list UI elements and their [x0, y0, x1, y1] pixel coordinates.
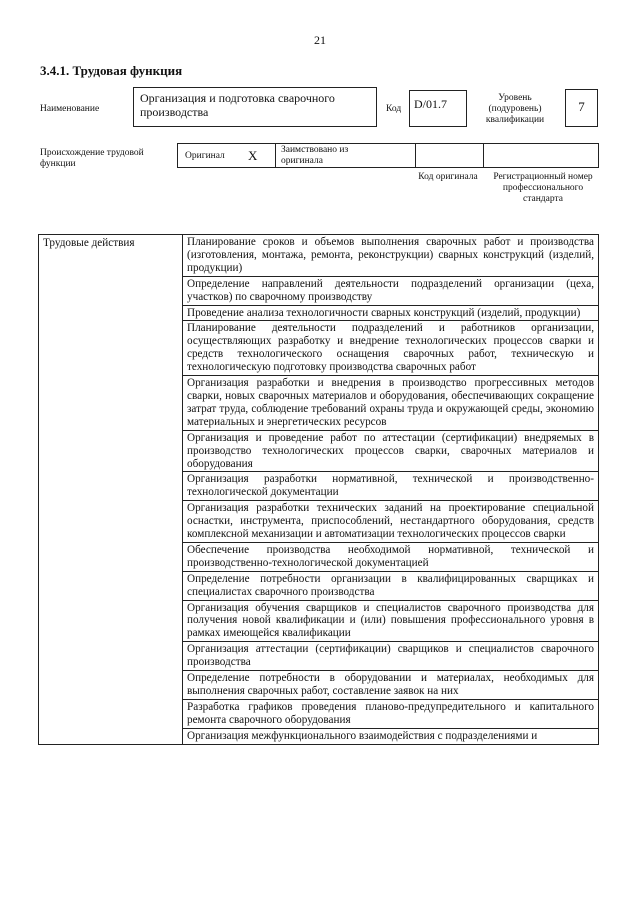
labor-action-item: Планирование сроков и объемов выполнения сварочных работ и производства (изготовления, монтажа, ремонта, реконструкции) сварных конструкций (изделий, продукции)	[183, 235, 599, 277]
function-code-value: D/01.7	[414, 97, 447, 111]
page-number: 21	[314, 33, 326, 47]
labor-action-item: Планирование деятельности подразделений и работников организации, осуществляющих разработку и внедрение технологических процессов сварки и средств технологического оснащения сварочных работ, техническую и технологическую подготовку производства сварочных работ	[183, 321, 599, 376]
labor-action-item: Проведение анализа технологичности сварных конструкций (изделий, продукции)	[183, 305, 599, 321]
labor-actions-table	[38, 234, 599, 745]
labor-action-item: Организация аттестации (сертификации) сварщиков и специалистов сварочного производства	[183, 642, 599, 671]
labor-action-item: Разработка графиков проведения планово-предупредительного и капитального ремонта сварочного оборудования	[183, 699, 599, 728]
labor-action-item: Организация межфункционального взаимодействия с подразделениями и	[183, 728, 599, 744]
labor-action-item: Организация разработки технических заданий на проектирование специальной оснастки, инструмента, приспособлений, нестандартного оборудования, средств комплексной механизации и автоматизации технологических процессов сварки	[183, 501, 599, 543]
origin-borrowed-label: Заимствовано из оригинала	[281, 145, 349, 166]
name-label: Наименование	[40, 104, 100, 114]
labor-action-item: Определение потребности в оборудовании и материалах, необходимых для выполнения сварочных работ, составление заявок на них	[183, 671, 599, 700]
action-row	[39, 235, 599, 277]
qualification-level-label: Уровень (подуровень) квалификации	[485, 93, 545, 125]
labor-action-item: Организация и проведение работ по аттестации (сертификации) внедряемых в производство технологических процессов сварки, сварочных материалов и оборудования	[183, 430, 599, 472]
section-title: 3.4.1. Трудовая функция	[40, 63, 183, 78]
labor-action-item: Определение направлений деятельности подразделений организации (цеха, участков) по сварочному производству	[183, 276, 599, 305]
code-label: Код	[386, 104, 402, 114]
qualification-level-value: 7	[578, 99, 585, 114]
labor-action-item: Определение потребности организации в квалифицированных сварщиках и специалистах сварочного производства	[183, 571, 599, 600]
labor-action-item: Организация разработки нормативной, технической и производственно-технологической документации	[183, 472, 599, 501]
function-name-value: Организация и подготовка сварочного производства	[140, 91, 335, 119]
labor-action-item: Обеспечение производства необходимой нормативной, технической и производственно-технологической документацией	[183, 542, 599, 571]
labor-action-item: Организация обучения сварщиков и специалистов сварочного производства для получения новой квалификации и (или) повышения профессионального уровня в рамках имеющейся квалификации	[183, 600, 599, 642]
labor-actions-label: Трудовые действия	[39, 235, 183, 745]
code-original-caption: Код оригинала	[418, 172, 478, 182]
registration-number-caption: Регистрационный номер профессионального стандарта	[493, 172, 593, 204]
origin-original-label: Оригинал	[185, 151, 225, 161]
labor-action-item: Организация разработки и внедрения в производство прогрессивных методов сварки, новых сварочных материалов и оборудования, обеспечивающих сокращение затрат труда, соблюдение требований охраны труда и окружающей среды, экономию материальных и энергетических ресурсов	[183, 376, 599, 431]
origin-label: Происхождение трудовой функции	[40, 148, 144, 169]
origin-original-mark: X	[248, 148, 258, 163]
